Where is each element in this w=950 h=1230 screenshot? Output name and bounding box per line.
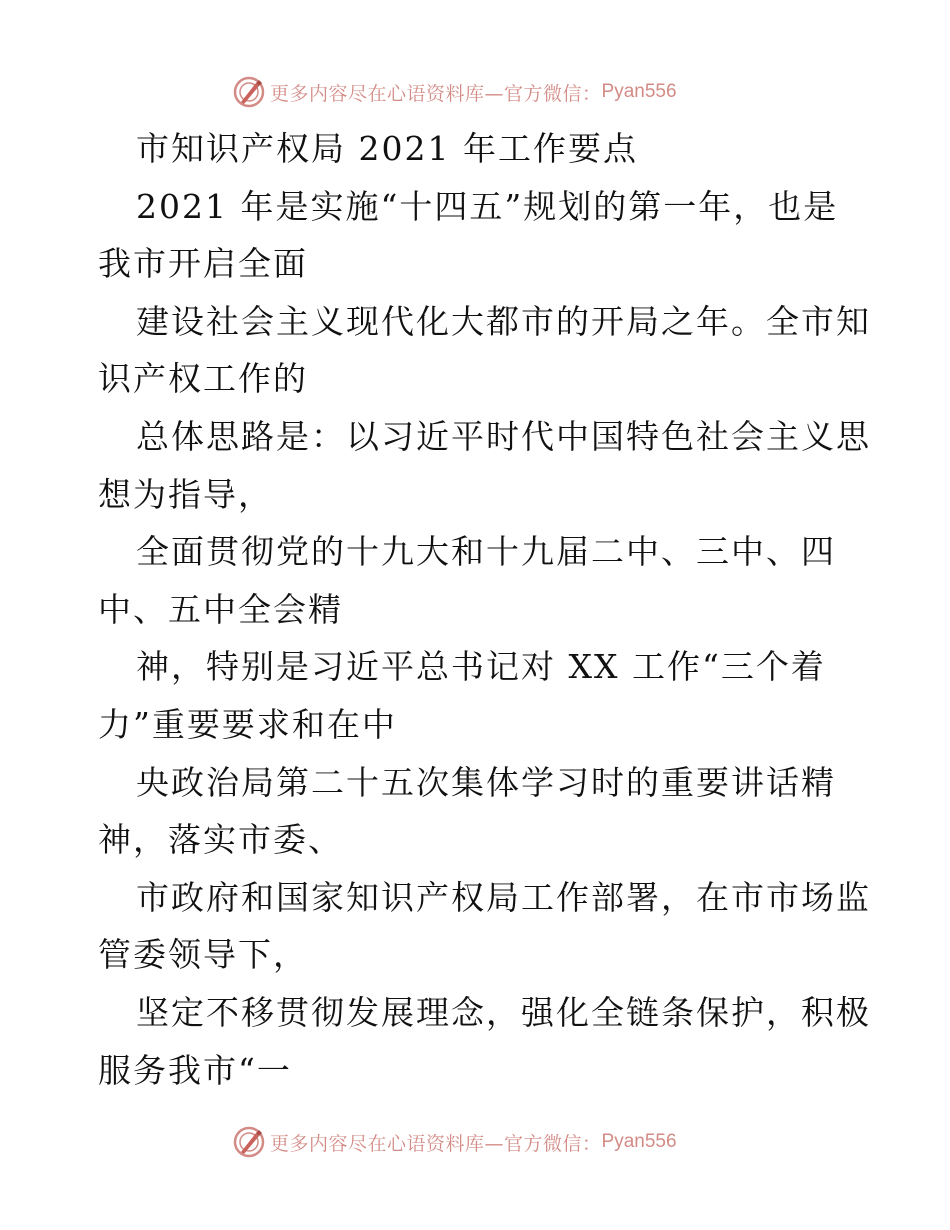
paragraph-line: 管委领导下， bbox=[98, 935, 308, 975]
paragraph-line: 神，落实市委、 bbox=[98, 820, 343, 860]
paragraph-line: 服务我市“一 bbox=[98, 1050, 292, 1090]
paragraph-line: 总体思路是：以习近平时代中国特色社会主义思 bbox=[136, 416, 871, 456]
paragraph-line: 坚定不移贯彻发展理念，强化全链条保护，积极 bbox=[136, 992, 871, 1032]
paragraph-line: 我市开启全面 bbox=[98, 244, 308, 284]
document-title: 市知识产权局 2021 年工作要点 bbox=[136, 129, 638, 168]
watermark-text: 更多内容尽在心语资料库—官方微信： bbox=[270, 82, 602, 105]
paragraph-line: 2021 年是实施“十四五”规划的第一年，也是 bbox=[136, 186, 839, 226]
paragraph-line: 市政府和国家知识产权局工作部署，在市市场监 bbox=[136, 877, 871, 917]
paragraph-line: 识产权工作的 bbox=[98, 359, 308, 399]
watermark-wechat-id: Pyan556 bbox=[601, 1131, 677, 1152]
paragraph-line: 央政治局第二十五次集体学习时的重要讲话精 bbox=[136, 762, 836, 802]
document-body bbox=[98, 120, 871, 1099]
header-watermark bbox=[232, 72, 677, 112]
pen-logo-icon bbox=[232, 75, 266, 109]
paragraph-line: 力”重要要求和在中 bbox=[98, 704, 397, 744]
paragraph-line: 建设社会主义现代化大都市的开局之年。全市知 bbox=[136, 301, 871, 341]
paragraph-line: 想为指导， bbox=[98, 474, 273, 514]
footer-watermark bbox=[232, 1122, 677, 1162]
paragraph-line: 全面贯彻党的十九大和十九届二中、三中、四 bbox=[136, 532, 836, 572]
watermark-wechat-id: Pyan556 bbox=[601, 81, 677, 102]
watermark-text: 更多内容尽在心语资料库—官方微信： bbox=[270, 1132, 602, 1155]
pen-logo-icon bbox=[232, 1125, 266, 1159]
paragraph-line: 神，特别是习近平总书记对 XX 工作“三个着 bbox=[136, 647, 826, 687]
paragraph-line: 中、五中全会精 bbox=[98, 589, 343, 629]
